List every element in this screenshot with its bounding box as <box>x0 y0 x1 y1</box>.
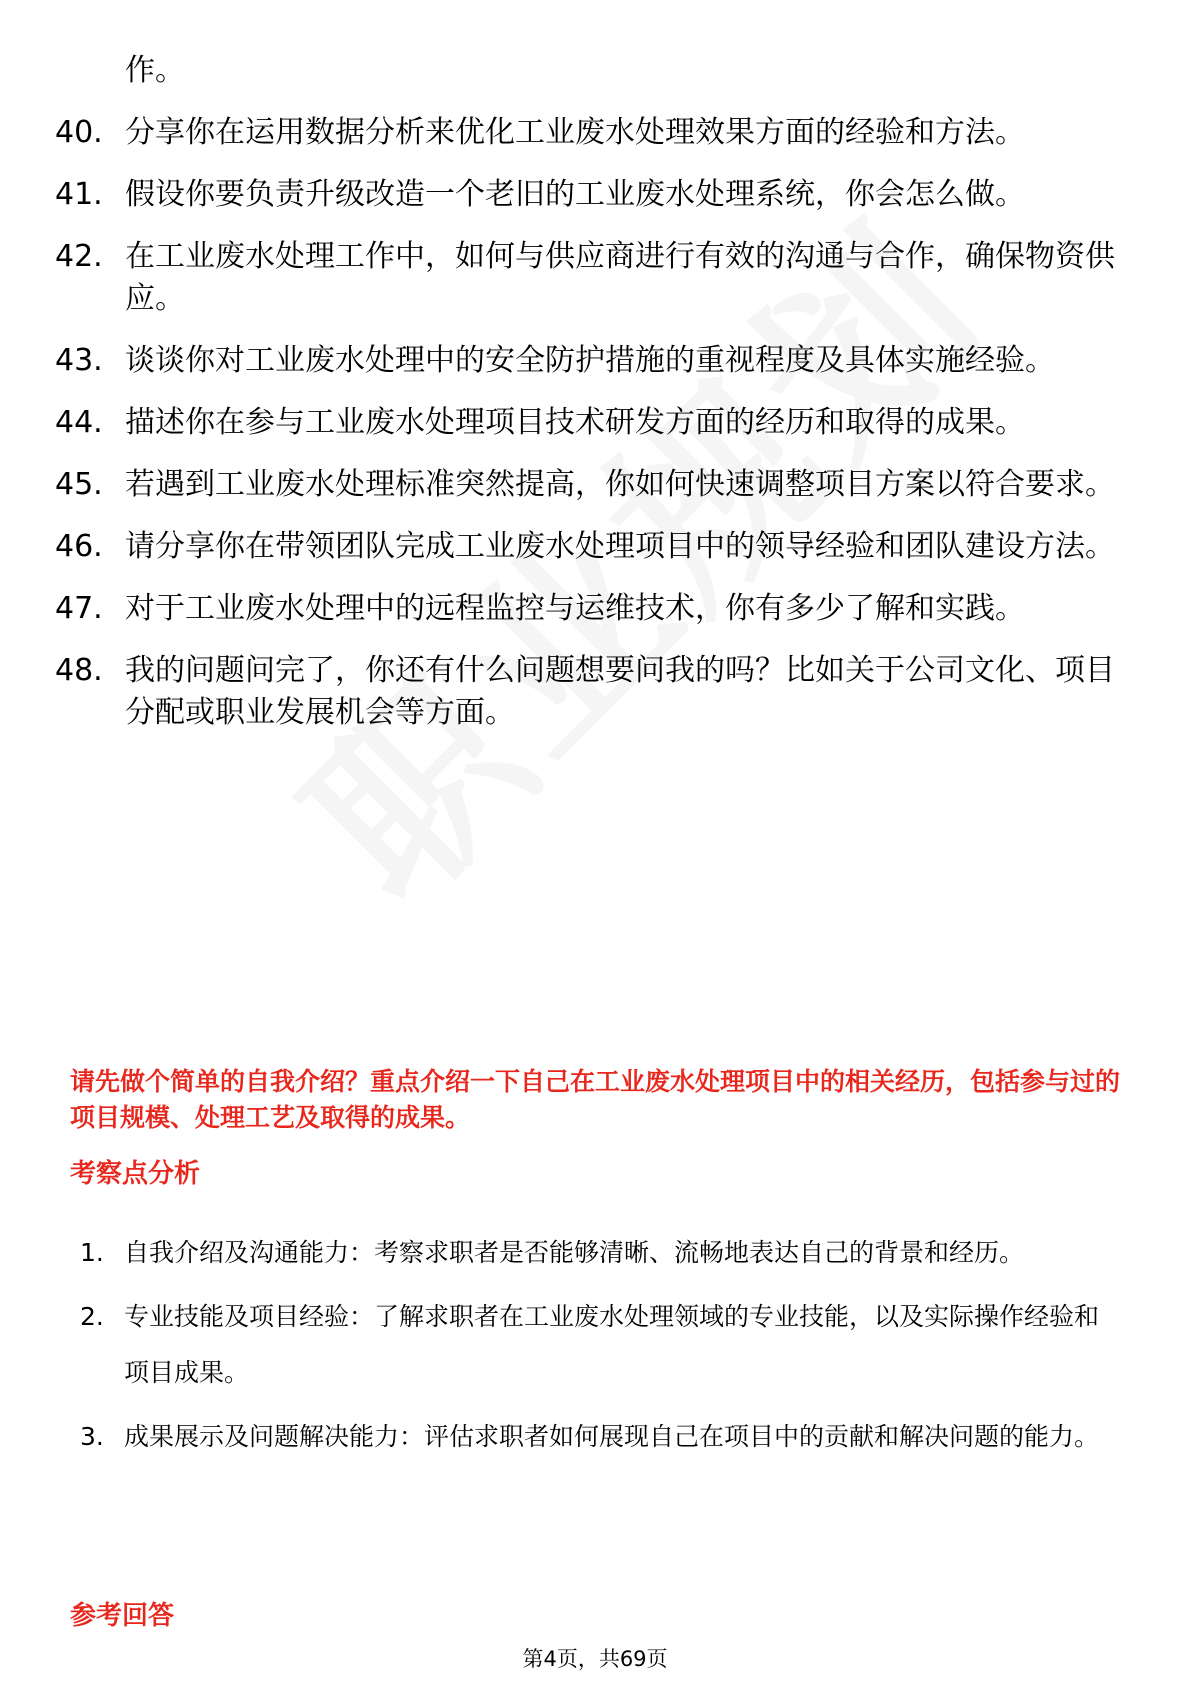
question-text: 在工业废水处理工作中，如何与供应商进行有效的沟通与合作，确保物资供应。 <box>125 239 1115 316</box>
analysis-item <box>80 1409 1120 1465</box>
question-number: 40. <box>55 115 103 150</box>
question-item <box>55 112 1135 154</box>
question-number: 43. <box>55 343 103 378</box>
question-number: 42. <box>55 239 103 274</box>
analysis-text: 自我介绍及沟通能力：考察求职者是否能够清晰、流畅地表达自己的背景和经历。 <box>124 1238 1025 1267</box>
analysis-text: 专业技能及项目经验：了解求职者在工业废水处理领域的专业技能，以及实际操作经验和项目成果。 <box>124 1302 1100 1387</box>
question-text: 假设你要负责升级改造一个老旧的工业废水处理系统，你会怎么做。 <box>125 177 1025 212</box>
reference-answer-heading: 参考回答 <box>70 1601 175 1631</box>
analysis-heading: 考察点分析 <box>70 1159 201 1189</box>
question-number: 46. <box>55 529 103 564</box>
question-text: 请分享你在带领团队完成工业废水处理项目中的领导经验和团队建设方法。 <box>125 529 1115 564</box>
question-item <box>55 236 1135 320</box>
question-number: 48. <box>55 653 103 688</box>
analysis-item <box>80 1225 1120 1281</box>
question-number: 45. <box>55 467 103 502</box>
question-text: 我的问题问完了，你还有什么问题想要问我的吗？比如关于公司文化、项目分配或职业发展机会等方面。 <box>125 653 1115 730</box>
page-footer: 第4页，共69页 <box>522 1647 668 1671</box>
question-text: 分享你在运用数据分析来优化工业废水处理效果方面的经验和方法。 <box>125 115 1025 150</box>
question-number: 44. <box>55 405 103 440</box>
analysis-number: 2. <box>80 1302 104 1331</box>
question-item <box>55 526 1135 568</box>
highlight-question: 请先做个简单的自我介绍？重点介绍一下自己在工业废水处理项目中的相关经历，包括参与过的项目规模、处理工艺及取得的成果。 <box>70 1067 1121 1132</box>
analysis-number: 1. <box>80 1238 104 1267</box>
question-text: 谈谈你对工业废水处理中的安全防护措施的重视程度及具体实施经验。 <box>125 343 1055 378</box>
question-number: 47. <box>55 591 103 626</box>
question-item <box>55 464 1135 506</box>
analysis-number: 3. <box>80 1422 104 1451</box>
question-text: 对于工业废水处理中的远程监控与运维技术，你有多少了解和实践。 <box>125 591 1025 626</box>
analysis-list <box>80 1225 1120 1473</box>
question-item <box>55 402 1135 444</box>
question-list <box>55 50 1135 754</box>
question-text: 若遇到工业废水处理标准突然提高，你如何快速调整项目方案以符合要求。 <box>125 467 1115 502</box>
question-item <box>55 588 1135 630</box>
question-item <box>55 340 1135 382</box>
analysis-item <box>80 1289 1120 1401</box>
analysis-text: 成果展示及问题解决能力：评估求职者如何展现自己在项目中的贡献和解决问题的能力。 <box>124 1422 1100 1451</box>
question-text: 描述你在参与工业废水处理项目技术研发方面的经历和取得的成果。 <box>125 405 1025 440</box>
question-item <box>55 650 1135 734</box>
question-item <box>55 174 1135 216</box>
question-continuation: 作。 <box>125 53 185 88</box>
question-number: 41. <box>55 177 103 212</box>
